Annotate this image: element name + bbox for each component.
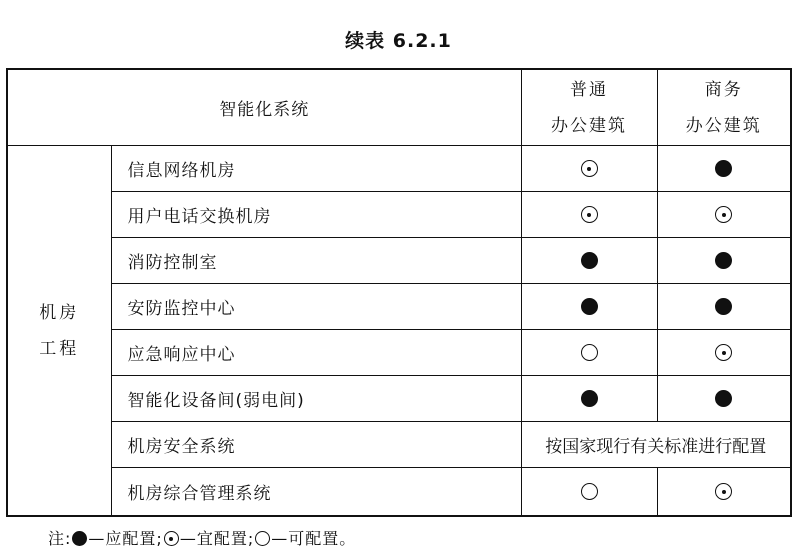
system-name: 消防控制室 [111,238,521,284]
general-cell [521,330,657,376]
header-row [7,69,791,146]
general-cell [521,284,657,330]
dotted-circle-icon [581,160,598,177]
filled-circle-icon [581,298,598,315]
dotted-circle-icon [581,206,598,223]
table-row [7,146,791,192]
dotted-circle-icon [715,206,732,223]
filled-circle-icon [581,390,598,407]
table-row [7,238,791,284]
general-cell [521,468,657,517]
legend-required: —应配置; [88,529,163,548]
business-cell [657,238,791,284]
header-system [7,69,521,146]
business-cell [657,330,791,376]
system-name: 机房安全系统 [111,422,521,468]
dotted-circle-icon [715,483,732,500]
header-general-office [521,69,657,146]
general-cell [521,192,657,238]
business-cell [657,468,791,517]
system-name: 智能化设备间(弱电间) [111,376,521,422]
business-cell [657,284,791,330]
filled-circle-icon [715,390,732,407]
legend-suitable: —宜配置; [179,529,255,548]
table-row [7,284,791,330]
general-cell [521,238,657,284]
business-cell [657,146,791,192]
table-row [7,468,791,517]
header-general-line2: 办公建筑 [551,115,627,136]
system-name: 信息网络机房 [111,146,521,192]
legend-note [48,526,356,549]
legend-prefix: 注: [48,529,72,548]
filled-circle-icon [715,252,732,269]
system-name: 机房综合管理系统 [111,468,521,517]
dotted-circle-icon [715,344,732,361]
table-row [7,192,791,238]
header-general-line1: 普通 [570,79,608,100]
table-row [7,422,791,468]
general-cell [521,376,657,422]
system-name: 应急响应中心 [111,330,521,376]
table-title: 续表 6.2.1 [345,30,452,52]
filled-circle-icon [715,160,732,177]
group-machine-room [7,146,111,517]
table-row [7,330,791,376]
system-name: 用户电话交换机房 [111,192,521,238]
header-business-office [657,69,791,146]
hollow-circle-icon [255,531,270,546]
dotted-circle-icon [164,531,179,546]
group-line1: 机房 [39,302,80,323]
filled-circle-icon [581,252,598,269]
filled-circle-icon [72,531,87,546]
general-cell [521,146,657,192]
legend-optional: —可配置。 [271,529,357,548]
group-line2: 工程 [39,338,80,359]
system-name: 安防监控中心 [111,284,521,330]
business-cell [657,192,791,238]
header-business-line1: 商务 [704,79,743,100]
header-system-label: 智能化系统 [219,100,310,120]
business-cell [657,376,791,422]
merged-requirement-cell: 按国家现行有关标准进行配置 [521,422,791,468]
filled-circle-icon [715,298,732,315]
hollow-circle-icon [581,483,598,500]
header-business-line2: 办公建筑 [685,115,762,136]
hollow-circle-icon [581,344,598,361]
table-row [7,376,791,422]
spec-table [6,68,792,517]
